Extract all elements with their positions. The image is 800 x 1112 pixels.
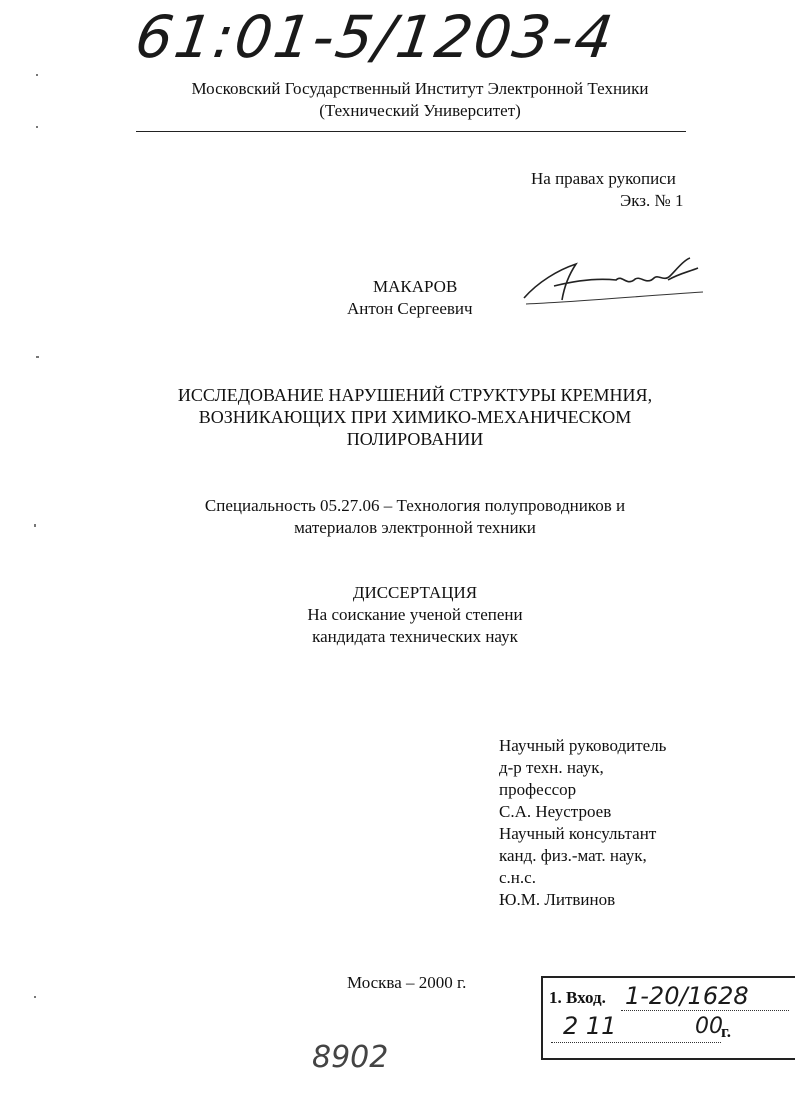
degree-line-2: кандидата технических наук <box>312 627 518 646</box>
header-divider <box>136 131 686 132</box>
institution-subtitle: (Технический Университет) <box>319 101 521 120</box>
scan-speck <box>34 524 36 527</box>
thesis-title-line-2: ВОЗНИКАЮЩИХ ПРИ ХИМИКО-МЕХАНИЧЕСКОМ <box>198 407 632 427</box>
scan-speck <box>36 356 39 358</box>
stamp-underline-2 <box>551 1042 721 1043</box>
dissertation-heading: ДИССЕРТАЦИЯ <box>352 583 478 602</box>
stamp-label: 1. Вход. <box>549 988 606 1007</box>
author-signature <box>518 252 708 314</box>
author-surname: МАКАРОВ <box>373 277 458 296</box>
rights-notice: На правах рукописи <box>531 169 676 188</box>
specialty-line-2: материалов электронной техники <box>294 518 536 537</box>
institution-name: Московский Государственный Институт Электронной Техники <box>191 79 649 98</box>
copy-number: Экз. № 1 <box>620 191 684 210</box>
thesis-title-line-3: ПОЛИРОВАНИИ <box>346 429 484 449</box>
consultant-title: с.н.с. <box>499 868 536 887</box>
consultant-degree: канд. физ.-мат. наук, <box>499 846 647 865</box>
degree-line-1: На соискание ученой степени <box>307 605 523 624</box>
author-name: Антон Сергеевич <box>347 299 473 318</box>
stamp-underline-1 <box>621 1010 789 1011</box>
specialty-line-1: Специальность 05.27.06 – Технология полупроводников и <box>204 496 626 515</box>
supervisor-title: профессор <box>499 780 577 799</box>
scan-speck <box>34 996 36 998</box>
scan-speck <box>36 126 38 128</box>
handwritten-archive-number: 8902 <box>312 1040 389 1075</box>
handwritten-registration-code: 61:01-5/1203-4 <box>131 3 619 71</box>
supervisor-role: Научный руководитель <box>499 736 667 755</box>
consultant-role: Научный консультант <box>499 824 657 843</box>
stamp-entry-number: 1-20/1628 <box>625 982 749 1010</box>
consultant-name: Ю.М. Литвинов <box>499 890 616 909</box>
supervisor-name: С.А. Неустроев <box>499 802 612 821</box>
stamp-year: 00 <box>695 1014 723 1039</box>
incoming-stamp <box>541 976 795 1060</box>
thesis-title-line-1: ИССЛЕДОВАНИЕ НАРУШЕНИЙ СТРУКТУРЫ КРЕМНИЯ, <box>177 385 653 405</box>
city-year: Москва – 2000 г. <box>347 973 467 992</box>
supervisor-degree: д-р техн. наук, <box>499 758 604 777</box>
stamp-year-suffix: г. <box>721 1022 732 1041</box>
scan-speck <box>36 74 38 76</box>
stamp-entry-date: 2 11 <box>563 1012 617 1040</box>
